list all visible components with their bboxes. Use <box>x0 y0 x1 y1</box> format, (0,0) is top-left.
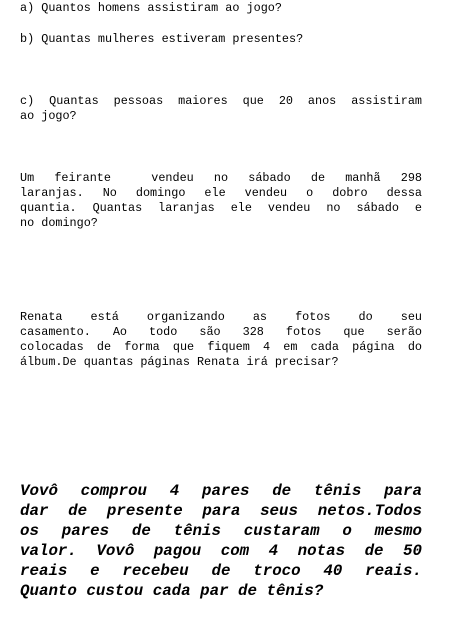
problem-renata-line-3: colocadas de forma que fiquem 4 em cada página do <box>20 340 422 354</box>
problem-renata-line-4: álbum.De quantas páginas Renata irá precisar? <box>20 355 339 369</box>
problem-feirante-line-3: quantia. Quantas laranjas ele vendeu no sábado e <box>20 201 422 215</box>
problem-vovo-line-1: Vovô comprou 4 pares de tênis para <box>20 482 422 500</box>
problem-renata-line-1: Renata está organizando as fotos do seu <box>20 310 422 324</box>
question-b: b) Quantas mulheres estiveram presentes? <box>20 32 304 46</box>
question-c-line-1: c) Quantas pessoas maiores que 20 anos assistiram <box>20 94 422 108</box>
problem-vovo-line-3: os pares de tênis custaram o mesmo <box>20 522 422 540</box>
problem-feirante-line-2: laranjas. No domingo ele vendeu o dobro dessa <box>20 186 422 200</box>
problem-vovo-line-2: dar de presente para seus netos.Todos <box>20 502 422 520</box>
problem-feirante-line-4: no domingo? <box>20 216 98 230</box>
question-a: a) Quantos homens assistiram ao jogo? <box>20 1 282 15</box>
question-c-line-2: ao jogo? <box>20 109 77 123</box>
problem-renata-line-2: casamento. Ao todo são 328 fotos que serão <box>20 325 422 339</box>
problem-vovo-line-6: Quanto custou cada par de tênis? <box>20 582 324 600</box>
problem-vovo-line-5: reais e recebeu de troco 40 reais. <box>20 562 422 580</box>
problem-feirante-line-1: Um feirante vendeu no sábado de manhã 298 <box>20 171 422 185</box>
problem-vovo-line-4: valor. Vovô pagou com 4 notas de 50 <box>20 542 422 560</box>
